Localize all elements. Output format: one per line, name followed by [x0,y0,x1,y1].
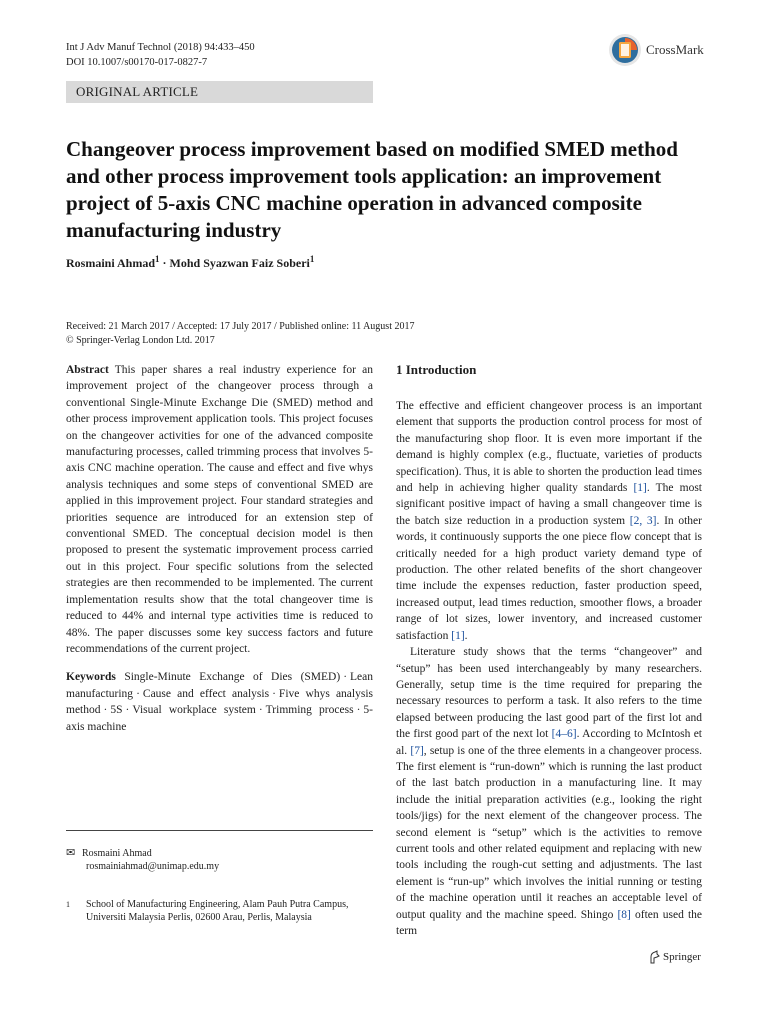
envelope-icon: ✉ [66,847,76,859]
history-dates: Received: 21 March 2017 / Accepted: 17 July 2017 / Published online: 11 August 2017 [66,321,415,332]
article-history [66,320,414,348]
author-name[interactable]: Rosmaini Ahmad [66,256,156,270]
footnote-divider [66,830,373,831]
keyword-separator: · [103,704,108,717]
publisher-name: Springer [663,951,701,963]
body-text: Literature study shows that the terms “changeover” and “setup” has been used interchangeably by many researchers. Generally, setup time is the time required for preparing the necessary resources to perform a task. It also refers to the time elapsed between producing the last good part of the first lot and the first good part of the next lot [396,646,702,741]
body-text: . According to McIntosh et al. [396,728,702,757]
copyright-line: © Springer-Verlag London Ltd. 2017 [66,335,215,346]
intro-paragraph-2 [396,644,702,939]
keyword-separator: · [356,704,361,717]
abstract-text: This paper shares a real industry experience for an improvement project of the changeover process through a conventional Single-Minute Exchange Die (SMED) method and other process improvement application tools. This project focuses on the changeover activities for one of the advanced composite manufacturing processes, called trimming process that involves 5-axis CNC machine operation. The cause and effect and five whys analysis techniques and some steps of conventional SMED are applied in this improvement project. Four standard strategies and priorities sequence are introduced for an extension step of conventional SMED. The conceptual decision model is then proposed to present the systematic improvement process carried out in this project. Four specific solutions from the selected strategies are then recommended to be implemented. The current implementation results show that the total changeover time is reduced to 44% and internal type activities time is reduced to 48%. The paper discusses some key success factors and future recommendations of the current project. [66,364,373,655]
keyword-separator: · [343,671,348,684]
author-affil-mark: 1 [155,254,160,264]
publisher-footer [648,950,701,964]
crossmark-label: CrossMark [646,42,704,57]
intro-paragraph-1 [396,398,702,644]
author-separator: · [162,256,167,270]
journal-header [66,40,255,70]
article-type-banner: ORIGINAL ARTICLE [66,81,373,103]
keyword: 5-axis machine [66,704,373,733]
corresponding-email[interactable]: rosmainiahmad@unimap.edu.my [86,861,220,873]
abstract-heading: Abstract [66,364,109,376]
citation-link[interactable]: [1] [451,629,465,642]
author-name[interactable]: Mohd Syazwan Faiz Soberi [169,256,310,270]
section-heading: 1 Introduction [396,362,477,377]
body-text: . The most significant positive impact of having a small changeover time is the batch size reduction in a production system [396,482,702,527]
citation-link[interactable]: [4–6] [551,728,577,741]
keyword: Visual workplace system [132,704,256,717]
keywords-heading: Keywords [66,671,116,684]
doi[interactable]: DOI 10.1007/s00170-017-0827-7 [66,57,208,68]
keyword-separator: · [272,687,276,700]
citation-link[interactable]: [7] [410,744,424,757]
affiliation-text: School of Manufacturing Engineering, Alam Pauh Putra Campus, Universiti Malaysia Perlis, 02600 Arau, Perlis, Malaysia [86,899,349,924]
citation-link[interactable]: [2, 3] [629,514,657,527]
correspondence [66,847,373,874]
keyword: 5S [110,704,123,717]
keyword: Five whys analysis method [66,687,373,717]
keyword: Trimming process [265,704,354,717]
article-title: Changeover process improvement based on modified SMED method and other process improvement tools application: an improvement project of 5-axis CNC machine operation in advanced composite manufacturing industry [66,137,678,242]
keyword-separator: · [125,704,130,717]
crossmark-badge[interactable] [608,32,728,68]
affiliation-number: 1 [66,900,70,909]
citation-link[interactable]: [8] [617,908,631,921]
right-column [396,362,702,939]
left-column [66,362,373,735]
keyword-separator: · [136,687,140,700]
crossmark-icon [608,33,642,67]
body-text: often used the term [396,908,702,937]
body-text: . [464,629,468,642]
author-affil-mark: 1 [309,254,315,264]
body-text: The effective and efficient changeover process is an important element that supports the production control process for most of the manufacturing shop floor. It is even more important if the demand is highly complex (e.g., fluctuate, varieties of products specification). Thus, it is able to shorten the production lead times and help in achieving higher quality standards [396,400,702,495]
corresponding-author: Rosmaini Ahmad [82,848,152,859]
abstract [66,362,373,657]
keyword: Cause and effect analysis [142,687,270,700]
citation-link[interactable]: [1] [633,482,647,495]
author-list [66,254,314,271]
body-text: , setup is one of the three elements in a changeover process. The first element is “run-down” which is running the last product of the last batch production in a manufacturing line. It may include the initial preparation activities (e.g., looking the right tools/jigs) for the next element of the changeover process. The second element is “setup” which is the activities to remove current tools and other related equipment and replacing with new tools including the rough-cut setting and adjustments. The last element is “run-up” which involves the initial running or testing of the machine operation until it reaches an acceptable level of output quality and the machine speed. Shingo [396,744,702,921]
keyword: Single-Minute Exchange of Dies (SMED) [124,671,341,684]
body-text: . In other words, it continuously supports the one piece flow concept that is critically needed for a high product variety demand type of production. The other related benefits of the short changeover time include the expenses reduction, faster production speed, increased output, lead times reduction, smoother flows, a broader range of lot sizes, lower inventory, and increased customer satisfaction [396,514,702,642]
keyword: Lean manufacturing [66,671,374,700]
affiliation [66,898,373,925]
keyword-separator: · [258,704,263,717]
keywords [66,669,373,735]
springer-horse-icon [648,950,660,964]
journal-citation: Int J Adv Manuf Technol (2018) 94:433–450 [66,42,255,53]
